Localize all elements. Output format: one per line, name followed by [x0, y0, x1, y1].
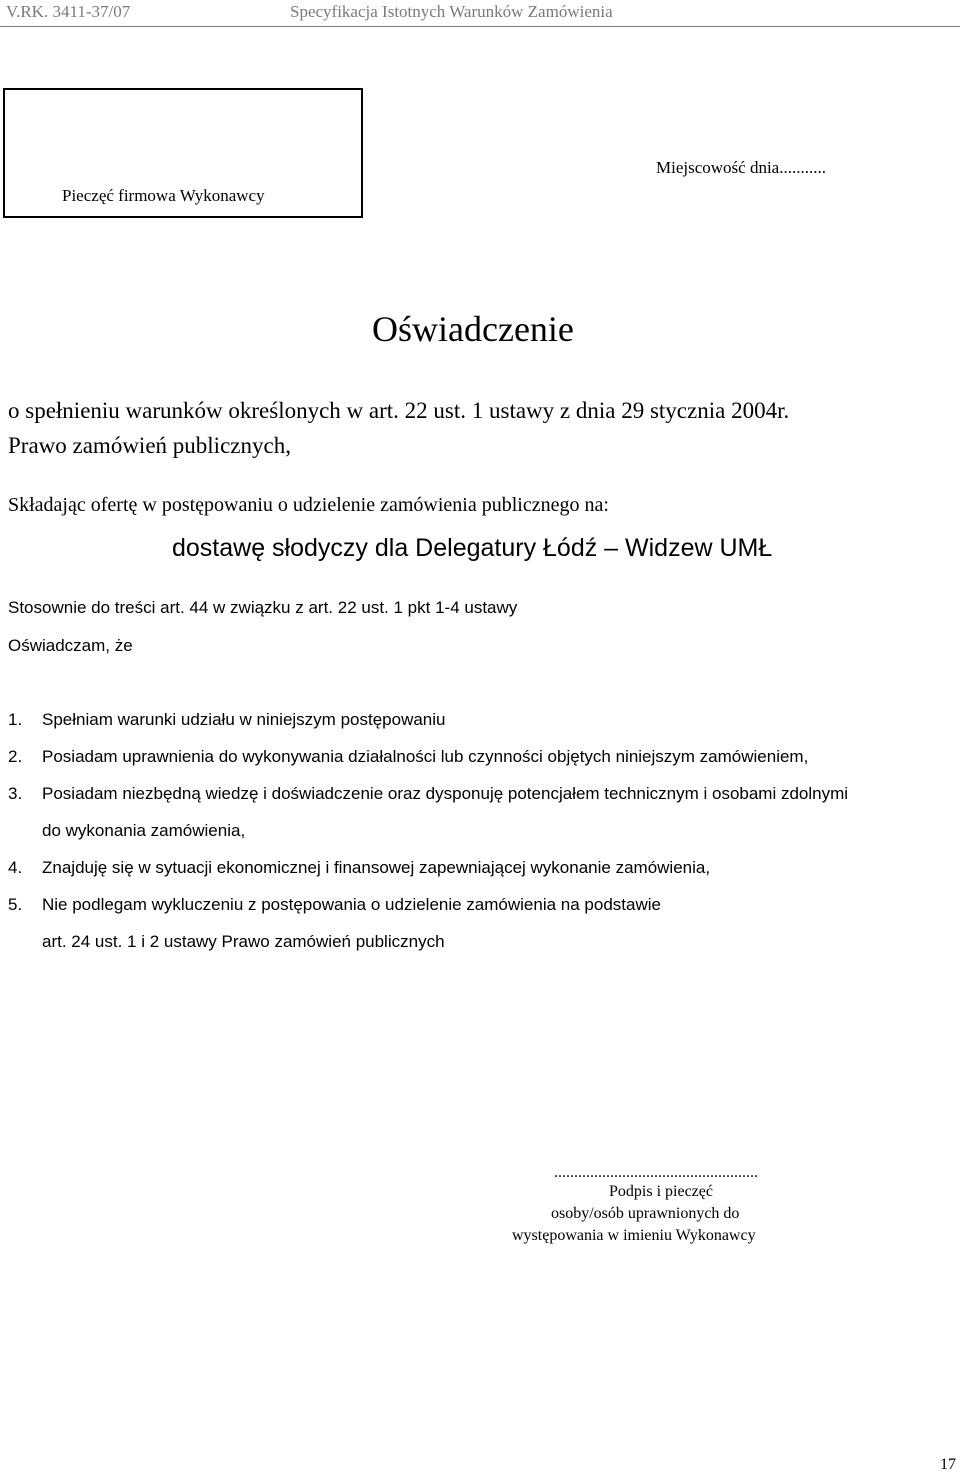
legal-basis: Stosownie do treści art. 44 w związku z art. 22 ust. 1 pkt 1-4 ustawy: [8, 598, 518, 617]
header-divider: [0, 26, 960, 27]
document-subtitle-line2: Prawo zamówień publicznych,: [8, 433, 291, 458]
page-number: 17: [940, 1456, 956, 1473]
offer-intro: Składając ofertę w postępowaniu o udzielenie zamówienia publicznego na:: [8, 494, 609, 516]
place-date-field: Miejscowość dnia...........: [656, 158, 826, 177]
declaration-item-number: 4.: [8, 858, 23, 877]
document-subtitle-line1: o spełnieniu warunków określonych w art. 22 ust. 1 ustawy z dnia 29 stycznia 2004r.: [8, 398, 790, 423]
document-title: Oświadczenie: [372, 309, 574, 349]
company-stamp-label: Pieczęć firmowa Wykonawcy: [62, 186, 265, 205]
declaration-item-number: 2.: [8, 747, 23, 766]
declaration-item-number: 5.: [8, 895, 23, 914]
declaration-item-text: art. 24 ust. 1 i 2 ustawy Prawo zamówień publicznych: [42, 932, 445, 951]
signature-line: ...................................................: [554, 1164, 758, 1181]
signature-label-2: osoby/osób uprawnionych do: [551, 1205, 740, 1222]
declaration-item-text: Posiadam niezbędną wiedzę i doświadczenie oraz dysponuję potencjałem technicznym i osobami zdolnymi: [42, 784, 849, 803]
declaration-item-text: Spełniam warunki udziału w niniejszym postępowaniu: [42, 710, 446, 729]
signature-label-1: Podpis i pieczęć: [609, 1183, 713, 1200]
order-subject: dostawę słodyczy dla Delegatury Łódź – Widzew UMŁ: [172, 534, 773, 562]
declaration-item-text: Znajduję się w sytuacji ekonomicznej i finansowej zapewniającej wykonanie zamówienia,: [42, 858, 711, 877]
declare-heading: Oświadczam, że: [8, 636, 133, 655]
signature-label-3: występowania w imieniu Wykonawcy: [512, 1227, 756, 1244]
declaration-item-number: 3.: [8, 784, 23, 803]
header-title: Specyfikacja Istotnych Warunków Zamówienia: [290, 2, 613, 21]
declaration-item-text: Posiadam uprawnienia do wykonywania działalności lub czynności objętych niniejszym zamówieniem,: [42, 747, 809, 766]
declaration-item-text: Nie podlegam wykluczeniu z postępowania o udzielenie zamówienia na podstawie: [42, 895, 661, 914]
header-reference: V.RK. 3411-37/07: [6, 2, 131, 21]
declaration-item-number: 1.: [8, 710, 23, 729]
declaration-item-text: do wykonania zamówienia,: [42, 821, 246, 840]
